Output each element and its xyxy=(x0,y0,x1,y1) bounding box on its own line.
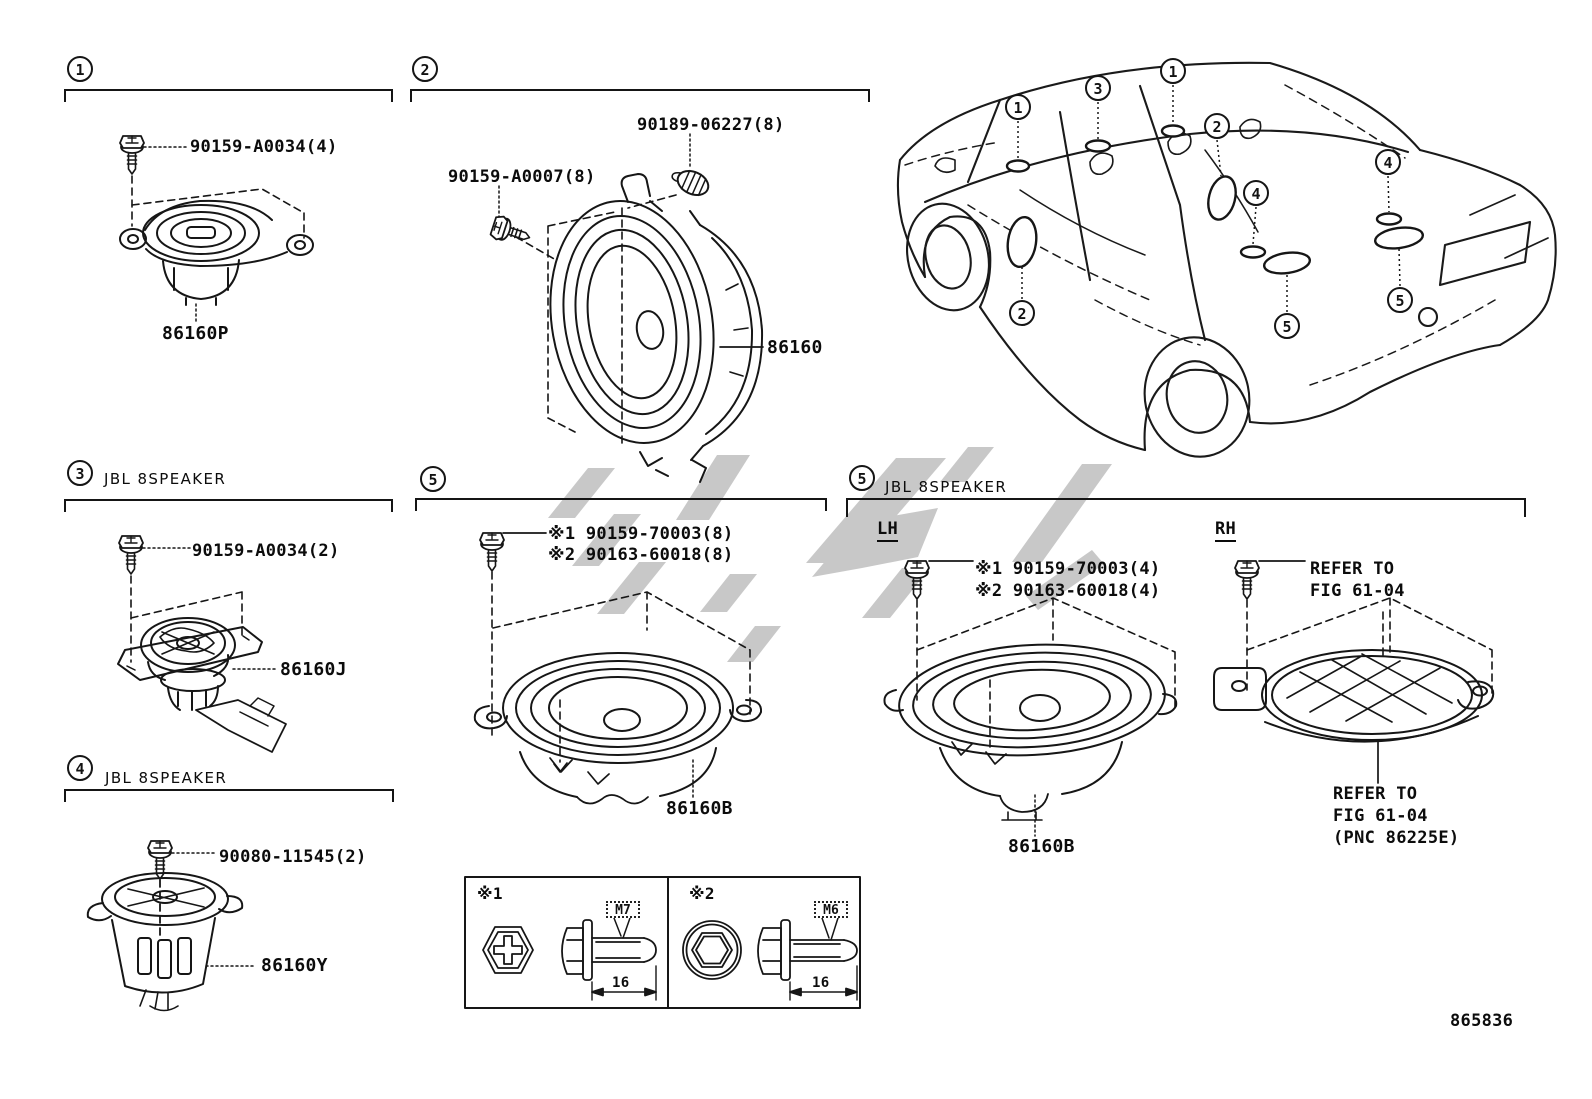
section3-number: 3 xyxy=(67,460,93,486)
car-callout-3-dash: 3 xyxy=(1085,75,1111,101)
section2-number: 2 xyxy=(412,56,438,82)
bolt-length-dim: 16 xyxy=(612,975,630,991)
section4-header: JBL 8SPEAKER xyxy=(105,769,228,787)
part-number-label: 86160P xyxy=(162,323,229,344)
car-callout-1-rear-pillar: 1 xyxy=(1160,58,1186,84)
car-callout-1-front-pillar: 1 xyxy=(1005,94,1031,120)
refer-note-line: FIG 61-04 xyxy=(1333,806,1428,826)
section5jbl-header: JBL 8SPEAKER xyxy=(885,478,1008,496)
part-number-label: 90159-A0034(4) xyxy=(190,137,338,157)
car-callout-5-shelf-rear: 5 xyxy=(1387,287,1413,313)
section3-art xyxy=(118,536,286,752)
part-number-label: 90159-A0007(8) xyxy=(448,167,596,187)
thread-size-flag-m6: M6 xyxy=(814,901,848,918)
section5jbl-bracket xyxy=(846,498,1526,517)
part-number-note: ※2 90163-60018(8) xyxy=(548,545,734,565)
section2-bracket xyxy=(410,89,870,102)
section3-bracket xyxy=(64,499,393,512)
refer-note-line: (PNC 86225E) xyxy=(1333,828,1460,848)
car-callout-5-shelf-left: 5 xyxy=(1274,313,1300,339)
fastener-table-art xyxy=(465,877,860,1008)
rh-label: RH xyxy=(1215,520,1236,542)
refer-note-line: REFER TO xyxy=(1333,784,1418,804)
section1-number: 1 xyxy=(67,56,93,82)
part-number-label: 86160Y xyxy=(261,955,328,976)
part-number-label: 86160B xyxy=(666,798,733,819)
lh-label: LH xyxy=(877,520,898,542)
refer-note-line: REFER TO xyxy=(1310,559,1395,579)
part-number-label: 90159-A0034(2) xyxy=(192,541,340,561)
section1-art xyxy=(120,136,313,323)
section4-number: 4 xyxy=(67,755,93,781)
part-number-note: ※1 90159-70003(8) xyxy=(548,524,734,544)
part-number-note: ※2 90163-60018(4) xyxy=(975,581,1161,601)
section5-bracket xyxy=(415,498,827,511)
section1-bracket xyxy=(64,89,393,102)
section5jbl-number: 5 xyxy=(849,465,875,491)
part-number-label: 86160B xyxy=(1008,836,1075,857)
car-callout-2-front-door: 2 xyxy=(1204,113,1230,139)
section5-number: 5 xyxy=(420,466,446,492)
section4-bracket xyxy=(64,789,394,802)
section5jbl-lh-art xyxy=(884,561,1176,836)
car-callout-2-left-door: 2 xyxy=(1009,300,1035,326)
refer-note-line: FIG 61-04 xyxy=(1310,581,1405,601)
part-number-note: ※1 90159-70003(4) xyxy=(975,559,1161,579)
part-number-label: 86160 xyxy=(767,337,823,358)
part-number-label: 86160J xyxy=(280,659,347,680)
thread-size-flag-m7: M7 xyxy=(606,901,640,918)
car-callout-4-shelf-right: 4 xyxy=(1375,149,1401,175)
figure-code: 865836 xyxy=(1450,1011,1514,1031)
part-number-label: 90080-11545(2) xyxy=(219,847,367,867)
fastener-mark-2: ※2 xyxy=(689,884,715,903)
part-number-label: 90189-06227(8) xyxy=(637,115,785,135)
section3-header: JBL 8SPEAKER xyxy=(104,470,227,488)
section5-art xyxy=(475,533,761,804)
car-callout-4-rear-door: 4 xyxy=(1243,180,1269,206)
bolt-length-dim: 16 xyxy=(812,975,830,991)
fastener-mark-1: ※1 xyxy=(477,884,503,903)
